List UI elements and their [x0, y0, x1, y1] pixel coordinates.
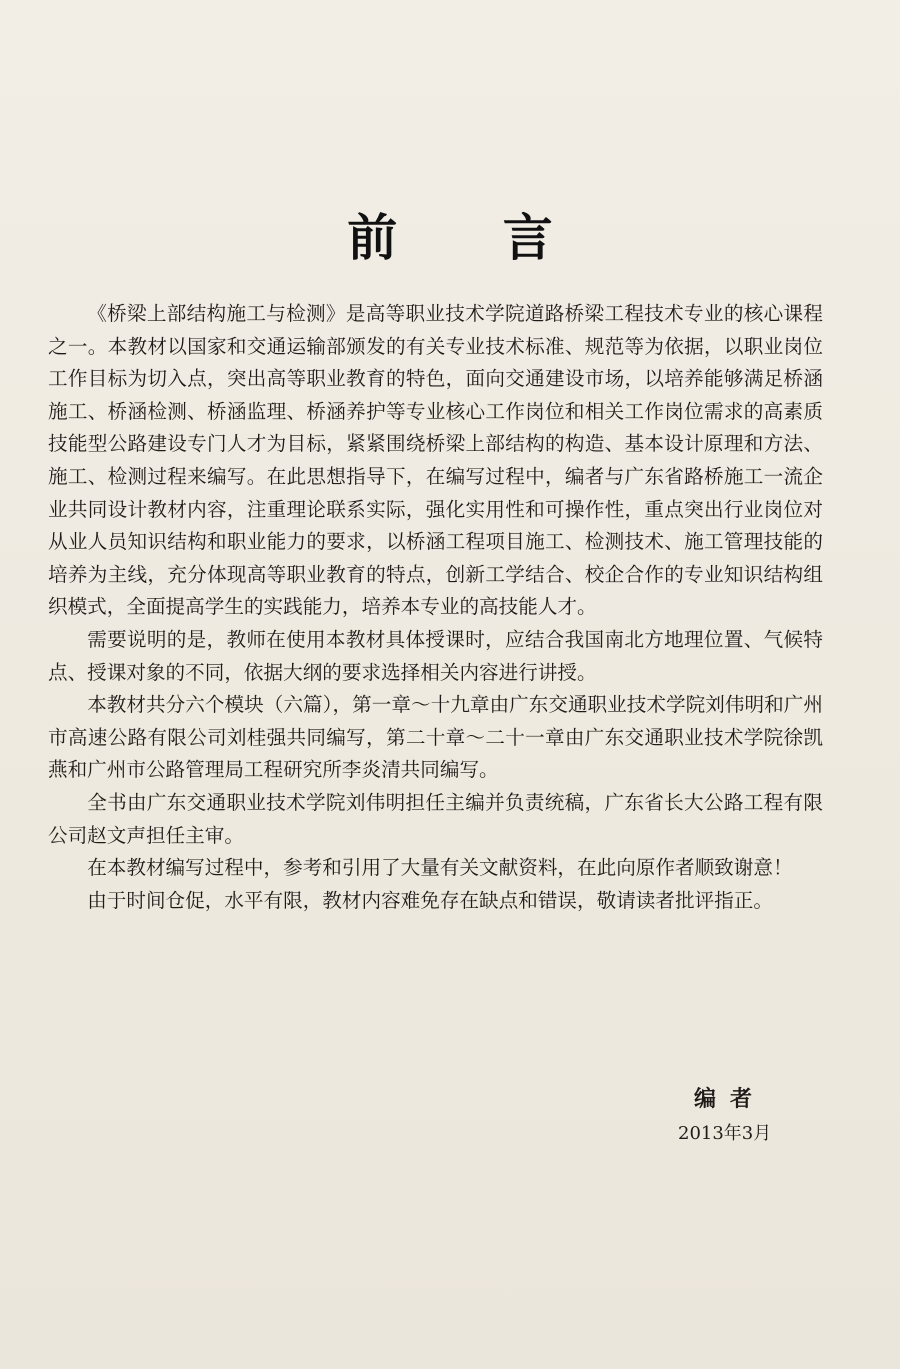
author-label: 编者: [694, 1087, 767, 1112]
paragraph: 《桥梁上部结构施工与检测》是高等职业技术学院道路桥梁工程技术专业的核心课程之一。本教材以国家和交通运输部颁发的有关专业技术标准、规范等为依据，以职业岗位工作目标为切入点，突出高等职业教育的特色，面向交通建设市场，以培养能够满足桥涵施工、桥涵检测、桥涵监理、桥涵养护等专业核心工作岗位和相关工作岗位需求的高素质技能型公路建设专门人才为目标，紧紧围绕桥梁上部结构的构造、基本设计原理和方法、施工、检测过程来编写。在此思想指导下，在编写过程中，编者与广东省路桥施工一流企业共同设计教材内容，注重理论联系实际，强化实用性和可操作性，重点突出行业岗位对从业人员知识结构和职业能力的要求，以桥涵工程项目施工、检测技术、施工管理技能的培养为主线，充分体现高等职业教育的特点，创新工学结合、校企合作的专业知识结构组织模式，全面提高学生的实践能力，培养本专业的高技能人才。: [48, 302, 823, 619]
paragraph: 需要说明的是，教师在使用本教材具体授课时，应结合我国南北方地理位置、气候特点、授课对象的不同，依据大纲的要求选择相关内容进行讲授。: [48, 627, 823, 684]
paragraph: 本教材共分六个模块（六篇），第一章～十九章由广东交通职业技术学院刘伟明和广州市高速公路有限公司刘桂强共同编写，第二十章～二十一章由广东交通职业技术学院徐凯燕和广州市公路管理局工程研究所李炎清共同编写。: [48, 693, 823, 782]
date-label: 2013年3月: [678, 1123, 772, 1144]
paragraph: 全书由广东交通职业技术学院刘伟明担任主编并负责统稿，广东省长大公路工程有限公司赵文声担任主审。: [48, 790, 823, 847]
paragraph: 由于时间仓促，水平有限，教材内容难免存在缺点和错误，敬请读者批评指正。: [87, 888, 773, 912]
preface-body: [48, 298, 823, 917]
paragraph: 在本教材编写过程中，参考和引用了大量有关文献资料，在此向原作者顺致谢意！: [87, 856, 793, 880]
signature: [680, 1082, 800, 1145]
page-title: 前 言: [347, 209, 597, 267]
